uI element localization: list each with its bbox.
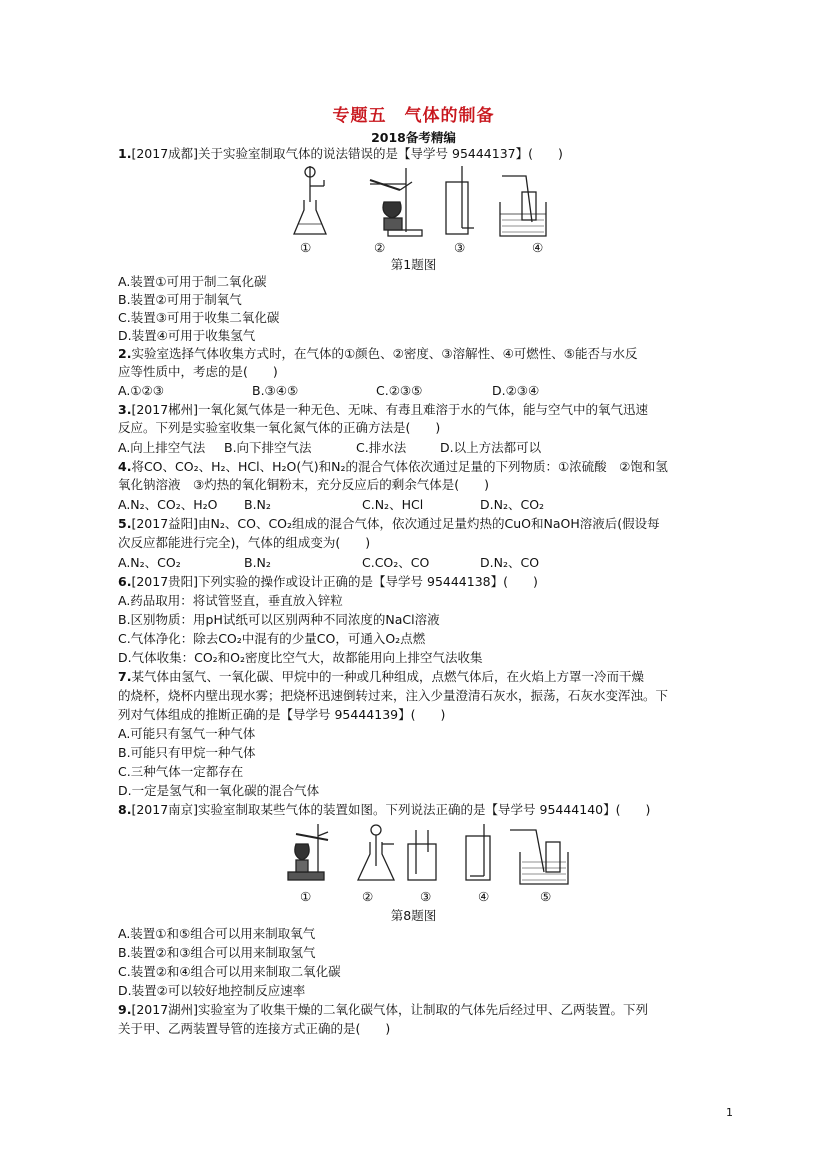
question-number: 6.: [118, 574, 132, 589]
q3-option-c: C.排水法: [356, 440, 407, 455]
q2-option-d: D.②③④: [492, 383, 540, 398]
q9-text-line-2: 关于甲、乙两装置导管的连接方式正确的是( ): [118, 1021, 391, 1036]
q6-option-a: A.药品取用：将试管竖直，垂直放入锌粒: [118, 593, 343, 608]
q4-text-line-2: 氧化钠溶液 ③灼热的氧化铜粉末，充分反应后的剩余气体是( ): [118, 477, 489, 492]
q7-option-a: A.可能只有氢气一种气体: [118, 726, 256, 741]
question-text-line-1: 将CO、CO₂、H₂、HCl、H₂O(气)和N₂的混合气体依次通过足量的下列物质：①浓硫酸 ②饱和氢: [131, 459, 668, 474]
question-number: 9.: [118, 1002, 132, 1017]
question-1: [118, 146, 563, 162]
figure-1-label-4: ④: [532, 240, 544, 255]
q8-option-d: D.装置②可以较好地控制反应速率: [118, 983, 306, 998]
q3-option-d: D.以上方法都可以: [440, 440, 542, 455]
heating-apparatus: [288, 824, 328, 880]
figure-8-label-3: ③: [420, 889, 432, 904]
q2-text-line-2: 应等性质中，考虑的是( ): [118, 364, 278, 379]
gas-bottle-apparatus: [446, 166, 474, 234]
question-text-line-1: 实验室选择气体收集方式时，在气体的①颜色、②密度、③溶解性、④可燃性、⑤能否与水反: [131, 346, 638, 361]
conical-flask-apparatus: [358, 825, 394, 880]
q5-option-a: A.N₂、CO₂: [118, 555, 181, 570]
page-subtitle: 2018备考精编: [371, 130, 456, 145]
question-6: [118, 574, 538, 590]
q3-option-b: B.向下排空气法: [224, 440, 312, 455]
q7-option-c: C.三种气体一定都存在: [118, 764, 244, 779]
question-number: 3.: [118, 402, 132, 417]
q3-option-a: A.向上排空气法: [118, 440, 206, 455]
gas-bottle-apparatus: [408, 830, 436, 880]
q4-option-d: D.N₂、CO₂: [480, 497, 545, 512]
apparatus-diagram: [284, 822, 574, 890]
q5-option-b: B.N₂: [244, 555, 271, 570]
q1-option-c: C.装置③可用于收集二氧化碳: [118, 310, 280, 325]
question-5: [118, 516, 660, 532]
q4-option-b: B.N₂: [244, 497, 271, 512]
question-text-line-1: [2017郴州]一氧化氮气体是一种无色、无味、有毒且难溶于水的气体，能与空气中的氧气迅速: [131, 402, 649, 417]
figure-8-caption: 第8题图: [390, 908, 437, 923]
q2-option-b: B.③④⑤: [252, 383, 299, 398]
figure-1-label-3: ③: [454, 240, 466, 255]
question-text: [2017南京]实验室制取某些气体的装置如图。下列说法正确的是【导学号 95444140】( ): [131, 802, 651, 817]
question-4: [118, 459, 668, 475]
question-number: 8.: [118, 802, 132, 817]
q2-option-a: A.①②③: [118, 383, 164, 398]
question-8: [118, 802, 650, 818]
question-number: 4.: [118, 459, 132, 474]
q5-option-c: C.CO₂、CO: [362, 555, 430, 570]
q2-option-c: C.②③⑤: [376, 383, 423, 398]
q5-option-d: D.N₂、CO: [480, 555, 540, 570]
conical-flask-apparatus: [294, 166, 326, 234]
q7-text-line-2: 的烧杯，烧杯内壁出现水雾；把烧杯迅速倒转过来，注入少量澄清石灰水，振荡，石灰水变浑浊。下: [118, 688, 669, 703]
q8-option-c: C.装置②和④组合可以用来制取二氧化碳: [118, 964, 341, 979]
q3-text-line-2: 反应。下列是实验室收集一氧化氮气体的正确方法是( ): [118, 420, 441, 435]
q7-option-b: B.可能只有甲烷一种气体: [118, 745, 256, 760]
question-text-line-1: [2017湖州]实验室为了收集干燥的二氧化碳气体，让制取的气体先后经过甲、乙两装置。下列: [131, 1002, 649, 1017]
page-title: 专题五 气体的制备: [332, 106, 495, 126]
question-number: 2.: [118, 346, 132, 361]
page-number: 1: [726, 1106, 733, 1119]
figure-8-label-2: ②: [362, 889, 374, 904]
figure-1-label-2: ②: [374, 240, 386, 255]
question-text: [2017贵阳]下列实验的操作或设计正确的是【导学号 95444138】( ): [131, 574, 538, 589]
question-2: [118, 346, 638, 362]
water-trough-apparatus: [500, 176, 546, 236]
q4-option-a: A.N₂、CO₂、H₂O: [118, 497, 218, 512]
q6-option-c: C.气体净化：除去CO₂中混有的少量CO，可通入O₂点燃: [118, 631, 426, 646]
q7-option-d: D.一定是氢气和一氧化碳的混合气体: [118, 783, 320, 798]
figure-1-caption: 第1题图: [390, 257, 437, 272]
question-number: 1.: [118, 146, 132, 161]
apparatus-diagram: [288, 162, 558, 260]
question-text-line-1: 某气体由氢气、一氧化碳、甲烷中的一种或几种组成，点燃气体后，在火焰上方罩一冷而干燥: [131, 669, 644, 684]
water-trough-apparatus: [510, 830, 568, 884]
question-7: [118, 669, 644, 685]
q4-option-c: C.N₂、HCl: [362, 497, 424, 512]
q1-option-d: D.装置④可用于收集氢气: [118, 328, 256, 343]
figure-1-label-1: ①: [300, 240, 312, 255]
q5-text-line-2: 次反应都能进行完全)，气体的组成变为( ): [118, 535, 371, 550]
question-number: 7.: [118, 669, 132, 684]
heating-apparatus: [370, 168, 422, 236]
q6-option-b: B.区别物质：用pH试纸可以区别两种不同浓度的NaCl溶液: [118, 612, 440, 627]
figure-8-label-4: ④: [478, 889, 490, 904]
q6-option-d: D.气体收集：CO₂和O₂密度比空气大，故都能用向上排空气法收集: [118, 650, 483, 665]
question-text: [2017成都]关于实验室制取气体的说法错误的是【导学号 95444137】( ): [131, 146, 563, 161]
figure-8-label-1: ①: [300, 889, 312, 904]
q8-option-b: B.装置②和③组合可以用来制取氢气: [118, 945, 316, 960]
gas-bottle-apparatus: [466, 824, 490, 880]
figure-1: [288, 162, 558, 260]
figure-8-label-5: ⑤: [540, 889, 552, 904]
q7-text-line-3: 列对气体组成的推断正确的是【导学号 95444139】( ): [118, 707, 446, 722]
question-3: [118, 402, 648, 418]
question-text-line-1: [2017益阳]由N₂、CO、CO₂组成的混合气体，依次通过足量灼热的CuO和NaOH溶液后(假设每: [131, 516, 660, 531]
figure-8: [284, 822, 574, 890]
q8-option-a: A.装置①和⑤组合可以用来制取氧气: [118, 926, 316, 941]
q1-option-a: A.装置①可用于制二氧化碳: [118, 274, 267, 289]
question-number: 5.: [118, 516, 132, 531]
q1-option-b: B.装置②可用于制氧气: [118, 292, 242, 307]
question-9: [118, 1002, 648, 1018]
